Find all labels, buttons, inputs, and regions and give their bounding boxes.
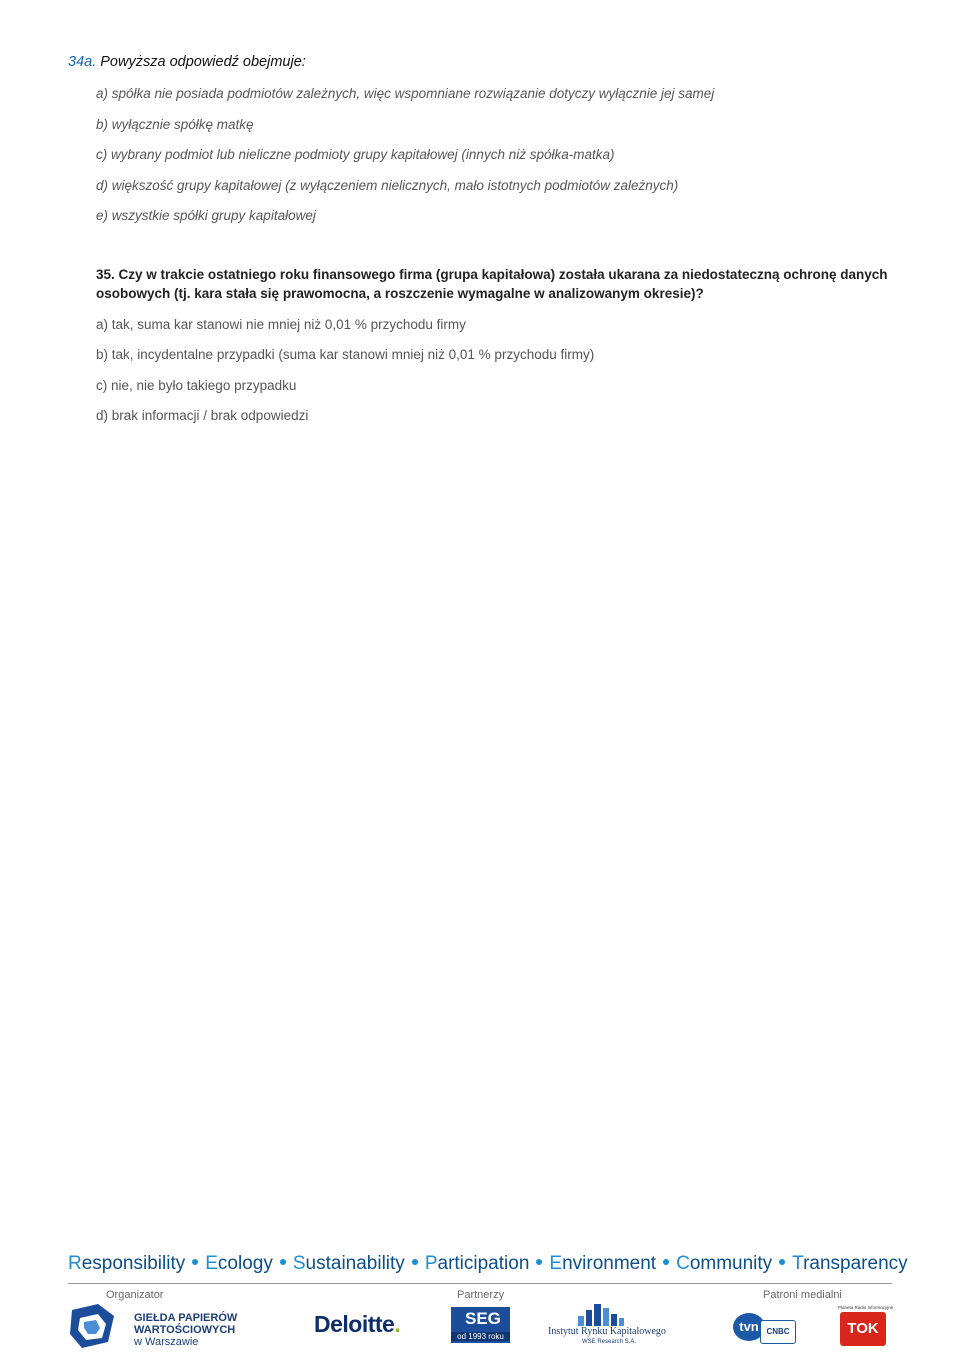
bullet-icon [663,1259,669,1265]
tagline-word: Transparency [792,1253,908,1274]
irk-logo-subtitle: WSE Research S.A. [582,1339,637,1345]
irk-logo-text: Instytut Rynku Kapitałowego [548,1326,666,1337]
option-35-b: b) tak, incydentalne przypadki (suma kar stanowi mniej niż 0,01 % przychodu firmy) [96,347,595,362]
option-34a-a: a) spółka nie posiada podmiotów zależnych, więc wspomniane rozwiązanie dotyczy wyłącznie jej samej [96,86,715,101]
tagline-word: Ecology [205,1253,273,1274]
partners-label: Partnerzy [457,1289,505,1301]
question-number: 35. [96,267,115,282]
question-35 [96,265,896,303]
gpw-logo-text: GIEŁDA PAPIERÓW WARTOŚCIOWYCH w Warszawie [134,1312,238,1348]
footer-divider [68,1283,892,1284]
question-number: 34a. [68,54,97,70]
option-34a-c: c) wybrany podmiot lub nieliczne podmioty grupy kapitałowej (innych niż spółka-matka) [96,147,615,162]
question-text: Powyższa odpowiedź obejmuje: [100,54,306,70]
bullet-icon [280,1259,286,1265]
question-34a-title [68,54,306,70]
option-35-d: d) brak informacji / brak odpowiedzi [96,408,309,423]
seg-logo: SEG od 1993 roku [451,1307,510,1343]
bullet-icon [779,1259,785,1265]
option-34a-d: d) większość grupy kapitałowej (z wyłączeniem nielicznych, mało istotnych podmiotów zależnych) [96,178,679,193]
option-34a-b: b) wyłącznie spółkę matkę [96,117,254,132]
organizer-label: Organizator [106,1289,164,1301]
tagline-word: Sustainability [292,1253,405,1274]
tagline-word: Community [676,1253,773,1274]
gpw-logo-icon [68,1302,118,1350]
cnbc-logo: CNBC [760,1320,796,1344]
tok-caption: Planeta Radio Informacyjne [838,1305,894,1310]
tvn-logo: tvn [733,1313,765,1341]
tagline-word: Responsibility [68,1253,186,1274]
bullet-icon [192,1259,198,1265]
tagline-word: Participation [424,1253,530,1274]
footer-tagline [68,1253,908,1275]
irk-skyline-icon [548,1302,658,1326]
tok-fm-logo: TOK [840,1312,886,1346]
option-35-a: a) tak, suma kar stanowi nie mniej niż 0,01 % przychodu firmy [96,317,466,332]
bullet-icon [412,1259,418,1265]
media-label: Patroni medialni [763,1289,842,1301]
bullet-icon [536,1259,542,1265]
option-34a-e: e) wszystkie spółki grupy kapitałowej [96,208,316,223]
tagline-word: Environment [549,1253,657,1274]
question-text: Czy w trakcie ostatniego roku finansowego firma (grupa kapitałowa) została ukarana za niedostateczną ochronę danych osobowych (tj. kara stała się prawomocna, a roszczenie wymagalne w analizowanym okresie)? [96,267,888,301]
option-35-c: c) nie, nie było takiego przypadku [96,378,297,393]
deloitte-logo: Deloitte. [314,1311,401,1337]
